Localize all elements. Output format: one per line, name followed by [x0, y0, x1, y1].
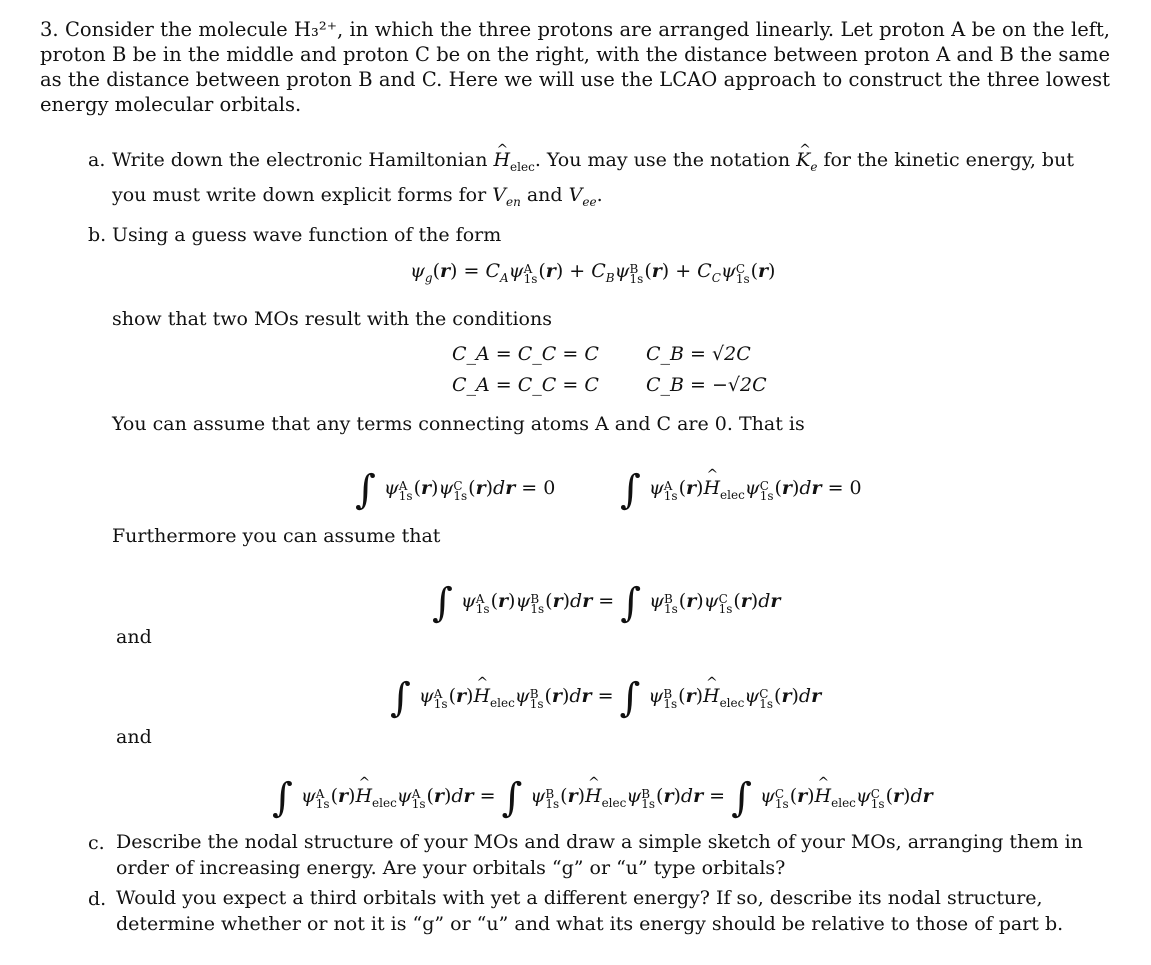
part-d-text: Would you expect a third orbitals with yet a different energy? If so, describe its nodal structure, determine whether or not it is “g” or “u” and what its energy should be relative to those of part b.: [116, 887, 1064, 935]
part-a-label: a.: [88, 149, 106, 171]
guess-wavefunction-equation: $\psi_g(r) = C_A\psi$ A 1s $(r) + C_B\psi$ B 1s $(r) + C_C\psi$ C 1s (r): [410, 260, 776, 286]
part-a: [88, 146, 1113, 216]
problem-intro: 3. Consider the molecule H₃²⁺, in which the three protons are arranged linearly. Let proton A be on the left, proton B be in the middle and proton C be on the right, with the distance between proton A and B the same as the distance between proton B and C. Here we will use the LCAO approach to construct the three lowest energy molecular orbitals.: [40, 18, 1110, 116]
condition-2-right: C_B = −√2C: [646, 374, 767, 396]
part-d: [88, 885, 1113, 937]
part-b-label: b.: [88, 224, 107, 246]
hamiltonian-ac-equation: ∫ ψ A 1s (r)^ $H_{elec}\psi$ C 1s (r)dr = 0: [620, 458, 862, 504]
condition-1-left: C_A = C_C = C: [452, 343, 599, 365]
overlap-equality-equation: ∫ ψ A 1s (r)ψ B 1s (r)dr = ∫ ψ B 1s (r)ψ C 1s (r)dr: [432, 580, 781, 626]
part-b-assume: You can assume that any terms connecting atoms A and C are 0. That is: [112, 413, 805, 435]
part-b-show: show that two MOs result with the conditions: [112, 308, 552, 330]
part-d-label: d.: [88, 888, 107, 910]
part-c-label: c.: [88, 832, 105, 854]
part-b-and-1: and: [116, 626, 152, 648]
part-b-furthermore: Furthermore you can assume that: [112, 525, 441, 547]
part-a-text: Write down the electronic Hamiltonian ^ $H_{elec}$. You may use the notation ^ $K_e$ for the kinetic energy, but you must write down explicit forms for $V_{en}$ and $V_{ee}$.: [112, 146, 1113, 216]
condition-2-left: C_A = C_C = C: [452, 374, 599, 396]
coulomb-equality-equation: ∫ ψ A 1s (r)^ $H_{elec}\psi$ A 1s (r)dr = ∫ ψ B 1s (r)^ $H_{elec}\psi$ B 1s (r)dr = ∫ ψ C 1s (r)^ $H_{elec}\psi$ C 1s (r)dr: [272, 766, 933, 812]
part-b-and-2: and: [116, 726, 152, 748]
part-c: [88, 829, 1113, 881]
overlap-ac-equation: ∫ ψ A 1s (r)ψ C 1s (r)dr = 0: [355, 467, 556, 513]
condition-1-right: C_B = √2C: [646, 343, 751, 365]
resonance-equality-equation: ∫ ψ A 1s (r)^ $H_{elec}\psi$ B 1s (r)dr = ∫ ψ B 1s (r)^ $H_{elec}\psi$ C 1s (r)dr: [390, 666, 821, 712]
part-c-text: Describe the nodal structure of your MOs and draw a simple sketch of your MOs, arranging them in order of increasing energy. Are your orbitals “g” or “u” type orbitals?: [116, 831, 1083, 879]
part-b-lead: Using a guess wave function of the form: [112, 224, 502, 246]
